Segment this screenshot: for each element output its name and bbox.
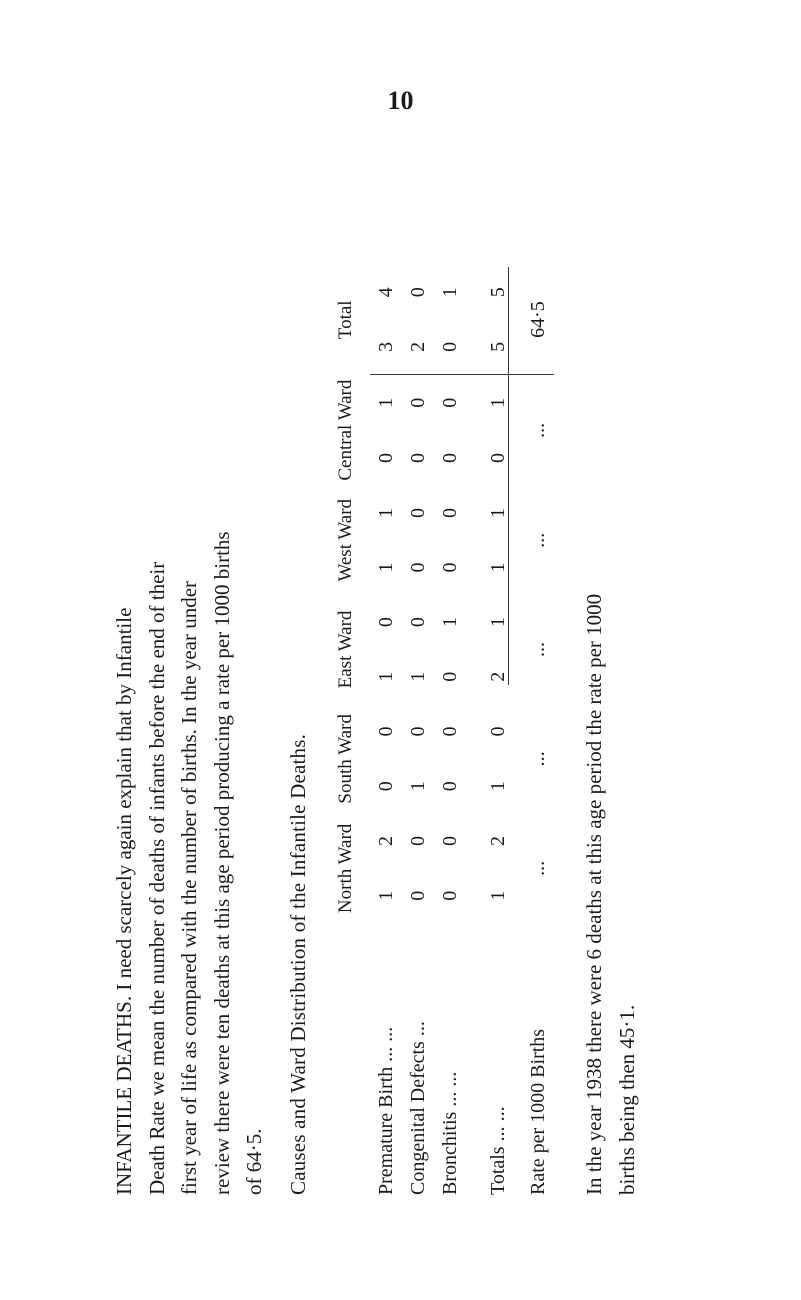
intro-line-3: first year of life as compared with the number of births. In the year under [177, 580, 201, 1195]
table-bottom-rule [508, 267, 509, 685]
rate-label: Rate per 1000 Births [526, 1028, 549, 1195]
rate-cell-west: ... [526, 532, 549, 548]
causes-ward-table [320, 265, 554, 1195]
table-cell: 1 [374, 671, 397, 682]
row-label: Congenital Defects ... [406, 1021, 429, 1195]
row-label: Premature Birth ... ... [374, 1026, 397, 1195]
table-cell: 0 [438, 781, 461, 792]
table-row [434, 265, 466, 1195]
table-row [370, 265, 402, 1195]
table-cell: 0 [374, 617, 397, 628]
totals-cell: 1 [466, 375, 514, 431]
table-title: Causes and Ward Distribution of the Infantile Deaths. [286, 733, 310, 1195]
table-cell: 4 [374, 287, 397, 298]
table-cell: 0 [438, 836, 461, 847]
header-south-ward: South Ward [334, 714, 356, 804]
header-east-ward: East Ward [334, 610, 356, 689]
header-north-ward: North Ward [334, 823, 356, 914]
totals-cell: 1 [486, 617, 509, 628]
totals-cell: 1 [486, 890, 509, 901]
rate-cell-central: ... [514, 375, 554, 486]
totals-cell: 1 [486, 507, 509, 518]
intro-text-1: I need scarcely again explain that by Infantile [112, 607, 136, 991]
footer-line-1: In the year 1938 there were 6 deaths at this age period the rate per 1000 [582, 593, 606, 1195]
table-cell: 0 [434, 375, 466, 431]
footer-line-2: births being then 45·1. [614, 1004, 639, 1195]
table-cell: 1 [406, 781, 429, 792]
footer-paragraph [578, 195, 643, 1195]
rate-cell-south: ... [526, 751, 549, 767]
intro-paragraph [108, 195, 271, 1195]
intro-line-5: of 64·5. [242, 1128, 266, 1195]
label-header [320, 923, 370, 1195]
table-cell: 0 [406, 890, 429, 901]
table-cell: 0 [438, 453, 461, 463]
totals-cell: 0 [486, 726, 509, 737]
header-central-ward: Central Ward [334, 379, 356, 481]
table-cell: 0 [374, 726, 397, 737]
rate-cell-total: 64·5 [526, 301, 549, 338]
table-cell: 2 [374, 836, 397, 847]
table-cell: 0 [438, 890, 461, 901]
table-cell: 1 [438, 617, 461, 628]
table-cell: 0 [438, 726, 461, 737]
table-cell: 0 [406, 836, 429, 847]
table-cell: 0 [406, 617, 429, 628]
table-cell: 1 [370, 375, 402, 431]
totals-row [466, 265, 514, 1195]
table-cell: 0 [438, 341, 461, 352]
table-cell: 1 [374, 890, 397, 901]
totals-cell: 1 [486, 562, 509, 573]
rotated-page-content [108, 195, 698, 1195]
rate-row [514, 265, 554, 1195]
table-row [402, 265, 434, 1195]
row-label: Bronchitis ... ... [438, 1071, 461, 1195]
intro-line-2: Death Rate we mean the number of deaths of infants before the end of their [144, 561, 169, 1195]
intro-line-4: review there were ten deaths at this age period producing a rate per 1000 births [209, 531, 234, 1195]
table-cell: 0 [406, 453, 429, 463]
table-cell: 0 [406, 287, 429, 298]
table-cell: 2 [406, 341, 429, 352]
table-cell: 0 [406, 507, 429, 518]
table-cell: 0 [406, 726, 429, 737]
table-cell: 0 [438, 671, 461, 682]
header-total: Total [334, 300, 356, 340]
totals-cell: 2 [486, 836, 509, 847]
table-cell: 0 [438, 562, 461, 573]
header-west-ward: West Ward [334, 498, 356, 582]
section-heading: INFANTILE DEATHS. [112, 995, 136, 1195]
page-number: 10 [387, 86, 414, 115]
totals-cell: 2 [486, 671, 509, 682]
table-cell: 0 [438, 507, 461, 518]
totals-label: Totals ... ... [486, 1106, 509, 1195]
table-cell: 3 [374, 341, 397, 352]
table-cell: 1 [374, 562, 397, 573]
table-cell: 1 [406, 671, 429, 682]
totals-cell: 1 [486, 781, 509, 792]
table-cell: 0 [406, 562, 429, 573]
table-header-row [320, 265, 370, 1195]
table-cell: 1 [438, 287, 461, 298]
rate-cell-north: ... [526, 860, 549, 876]
table-cell: 0 [374, 453, 397, 463]
totals-cell: 5 [486, 341, 509, 352]
totals-cell: 5 [486, 287, 509, 298]
totals-cell: 0 [486, 453, 509, 463]
table-cell: 1 [374, 507, 397, 518]
table-cell: 0 [402, 375, 434, 431]
intro-line-1 [108, 195, 141, 1195]
rate-cell-east: ... [526, 641, 549, 657]
table-cell: 0 [374, 781, 397, 792]
